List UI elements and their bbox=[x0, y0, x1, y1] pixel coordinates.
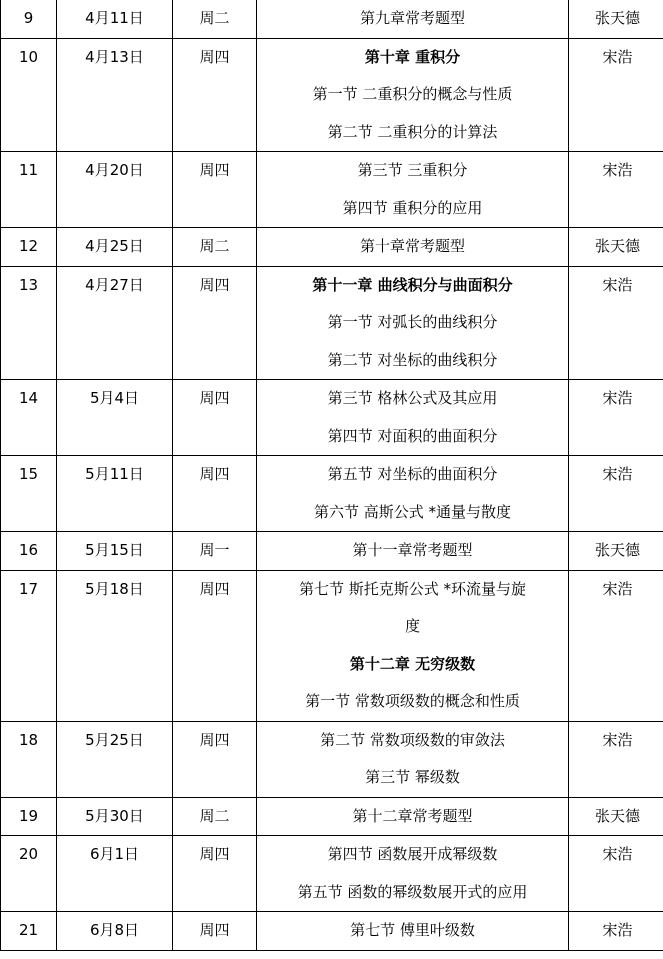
weekday-cell bbox=[173, 152, 257, 228]
table-row bbox=[1, 836, 663, 912]
section-line: 第四节 重积分的应用 bbox=[342, 198, 483, 217]
section-line: 第九章常考题型 bbox=[359, 9, 465, 27]
date-cell bbox=[57, 721, 173, 797]
date-cell bbox=[57, 266, 173, 380]
date-cell-text: 4月25日 bbox=[85, 237, 144, 255]
weekday-cell bbox=[173, 836, 257, 912]
section-line: 第三节 三重积分 bbox=[357, 161, 468, 179]
weekday-cell-text: 周四 bbox=[199, 275, 230, 294]
section-line: 第三节 格林公式及其应用 bbox=[327, 389, 498, 407]
lesson-number-cell bbox=[1, 266, 57, 380]
teacher-cell-text: 宋浩 bbox=[602, 275, 633, 294]
weekday-cell bbox=[173, 570, 257, 721]
lesson-number-cell bbox=[1, 38, 57, 152]
teacher-cell-text: 张天德 bbox=[594, 541, 640, 559]
date-cell bbox=[57, 532, 173, 571]
section-line: 第六节 高斯公式 *通量与散度 bbox=[313, 502, 512, 521]
teacher-cell bbox=[569, 266, 663, 380]
date-cell bbox=[57, 836, 173, 912]
teacher-cell-text: 宋浩 bbox=[602, 161, 633, 179]
weekday-cell-text: 周二 bbox=[199, 806, 230, 825]
date-cell-text: 5月30日 bbox=[85, 806, 144, 825]
teacher-cell bbox=[569, 570, 663, 721]
teacher-cell-text: 宋浩 bbox=[602, 47, 633, 66]
table-row bbox=[1, 266, 663, 380]
date-cell bbox=[57, 912, 173, 951]
weekday-cell bbox=[173, 912, 257, 951]
table-row bbox=[1, 570, 663, 721]
content-cell bbox=[257, 912, 569, 951]
date-cell-text: 5月25日 bbox=[85, 730, 144, 749]
teacher-cell-text: 张天德 bbox=[594, 9, 640, 27]
content-cell bbox=[257, 38, 569, 152]
date-cell-text: 4月20日 bbox=[85, 161, 144, 179]
content-cell bbox=[257, 152, 569, 228]
section-line: 第二节 常数项级数的审敛法 bbox=[320, 730, 505, 749]
weekday-cell-text: 周四 bbox=[199, 845, 230, 863]
lesson-number-cell bbox=[1, 721, 57, 797]
date-cell-text: 6月1日 bbox=[89, 845, 140, 863]
date-cell bbox=[57, 380, 173, 456]
schedule-body bbox=[1, 0, 663, 950]
lesson-number-cell-text: 17 bbox=[18, 579, 39, 598]
date-cell bbox=[57, 152, 173, 228]
table-row bbox=[1, 912, 663, 951]
content-cell bbox=[257, 570, 569, 721]
teacher-cell bbox=[569, 228, 663, 267]
section-line: 第五节 对坐标的曲面积分 bbox=[327, 465, 498, 483]
date-cell bbox=[57, 0, 173, 38]
date-cell-text: 5月15日 bbox=[85, 541, 144, 559]
teacher-cell-text: 宋浩 bbox=[602, 389, 633, 407]
section-line: 第一节 对弧长的曲线积分 bbox=[327, 313, 498, 331]
weekday-cell-text: 周一 bbox=[199, 541, 230, 559]
section-line: 第十一章常考题型 bbox=[352, 541, 473, 559]
table-row bbox=[1, 38, 663, 152]
weekday-cell-text: 周四 bbox=[199, 389, 230, 407]
lesson-number-cell-text: 18 bbox=[18, 730, 39, 749]
lesson-number-cell bbox=[1, 380, 57, 456]
lesson-number-cell-text: 21 bbox=[18, 921, 39, 939]
weekday-cell-text: 周四 bbox=[199, 921, 230, 939]
section-line: 第一节 常数项级数的概念和性质 bbox=[305, 692, 520, 710]
lesson-number-cell bbox=[1, 797, 57, 836]
teacher-cell bbox=[569, 836, 663, 912]
date-cell bbox=[57, 797, 173, 836]
weekday-cell bbox=[173, 456, 257, 532]
content-cell bbox=[257, 456, 569, 532]
lesson-number-cell bbox=[1, 0, 57, 38]
weekday-cell-text: 周四 bbox=[199, 161, 230, 179]
weekday-cell-text: 周二 bbox=[199, 9, 230, 27]
weekday-cell bbox=[173, 266, 257, 380]
section-line: 度 bbox=[404, 617, 420, 635]
weekday-cell bbox=[173, 0, 257, 38]
weekday-cell-text: 周四 bbox=[199, 47, 230, 66]
lesson-number-cell-text: 20 bbox=[18, 845, 39, 863]
teacher-cell bbox=[569, 797, 663, 836]
teacher-cell-text: 张天德 bbox=[594, 237, 640, 255]
weekday-cell-text: 周四 bbox=[199, 465, 230, 483]
teacher-cell bbox=[569, 532, 663, 571]
table-row bbox=[1, 721, 663, 797]
table-row bbox=[1, 0, 663, 38]
weekday-cell bbox=[173, 38, 257, 152]
teacher-cell bbox=[569, 0, 663, 38]
section-line: 第二节 对坐标的曲线积分 bbox=[327, 350, 498, 369]
content-cell bbox=[257, 0, 569, 38]
lesson-number-cell-text: 11 bbox=[18, 161, 39, 179]
date-cell-text: 4月13日 bbox=[85, 47, 144, 66]
section-line: 第五节 函数的幂级数展开式的应用 bbox=[297, 882, 528, 901]
section-line: 第四节 函数展开成幂级数 bbox=[327, 845, 498, 863]
weekday-cell-text: 周四 bbox=[199, 579, 230, 598]
table-row bbox=[1, 228, 663, 267]
lesson-number-cell-text: 12 bbox=[18, 237, 39, 255]
date-cell bbox=[57, 456, 173, 532]
date-cell-text: 5月18日 bbox=[85, 579, 144, 598]
date-cell-text: 5月4日 bbox=[89, 389, 140, 407]
teacher-cell-text: 宋浩 bbox=[602, 921, 633, 939]
content-cell bbox=[257, 380, 569, 456]
table-row bbox=[1, 456, 663, 532]
lesson-number-cell-text: 19 bbox=[18, 806, 39, 825]
lesson-number-cell bbox=[1, 532, 57, 571]
teacher-cell bbox=[569, 456, 663, 532]
lesson-number-cell bbox=[1, 152, 57, 228]
date-cell-text: 4月27日 bbox=[85, 275, 144, 294]
content-cell bbox=[257, 836, 569, 912]
date-cell-text: 4月11日 bbox=[85, 9, 144, 27]
lesson-number-cell-text: 9 bbox=[23, 9, 34, 27]
chapter-title: 第十一章 曲线积分与曲面积分 bbox=[312, 275, 513, 294]
section-line: 第七节 傅里叶级数 bbox=[350, 921, 475, 939]
content-cell bbox=[257, 797, 569, 836]
chapter-title: 第十二章 无穷级数 bbox=[349, 654, 476, 673]
section-line: 第二节 二重积分的计算法 bbox=[327, 122, 498, 141]
lesson-number-cell-text: 15 bbox=[18, 465, 39, 483]
content-cell bbox=[257, 721, 569, 797]
lesson-number-cell-text: 16 bbox=[18, 541, 39, 559]
teacher-cell bbox=[569, 721, 663, 797]
weekday-cell-text: 周四 bbox=[199, 730, 230, 749]
lesson-number-cell bbox=[1, 912, 57, 951]
lesson-number-cell-text: 14 bbox=[18, 389, 39, 407]
teacher-cell bbox=[569, 380, 663, 456]
weekday-cell-text: 周二 bbox=[199, 237, 230, 255]
table-row bbox=[1, 797, 663, 836]
table-row bbox=[1, 532, 663, 571]
weekday-cell bbox=[173, 532, 257, 571]
lesson-number-cell-text: 10 bbox=[18, 47, 39, 66]
section-line: 第四节 对面积的曲面积分 bbox=[327, 426, 498, 445]
chapter-title: 第十章 重积分 bbox=[364, 47, 461, 66]
lesson-number-cell bbox=[1, 228, 57, 267]
date-cell bbox=[57, 570, 173, 721]
teacher-cell bbox=[569, 38, 663, 152]
table-row bbox=[1, 152, 663, 228]
weekday-cell bbox=[173, 797, 257, 836]
lesson-number-cell-text: 13 bbox=[18, 275, 39, 294]
teacher-cell-text: 宋浩 bbox=[602, 465, 633, 483]
weekday-cell bbox=[173, 380, 257, 456]
section-line: 第十二章常考题型 bbox=[352, 806, 473, 825]
section-line: 第一节 二重积分的概念与性质 bbox=[312, 85, 513, 103]
weekday-cell bbox=[173, 228, 257, 267]
lesson-number-cell bbox=[1, 570, 57, 721]
teacher-cell-text: 宋浩 bbox=[602, 845, 633, 863]
teacher-cell bbox=[569, 912, 663, 951]
content-cell bbox=[257, 532, 569, 571]
table-row bbox=[1, 380, 663, 456]
lesson-number-cell bbox=[1, 836, 57, 912]
content-cell bbox=[257, 228, 569, 267]
teacher-cell-text: 张天德 bbox=[594, 806, 640, 825]
section-line: 第十章常考题型 bbox=[359, 237, 465, 255]
teacher-cell bbox=[569, 152, 663, 228]
content-cell bbox=[257, 266, 569, 380]
teacher-cell-text: 宋浩 bbox=[602, 579, 633, 598]
date-cell bbox=[57, 38, 173, 152]
date-cell-text: 5月11日 bbox=[85, 465, 144, 483]
weekday-cell bbox=[173, 721, 257, 797]
section-line: 第三节 幂级数 bbox=[365, 768, 460, 786]
date-cell-text: 6月8日 bbox=[89, 921, 140, 939]
teacher-cell-text: 宋浩 bbox=[602, 730, 633, 749]
lesson-number-cell bbox=[1, 456, 57, 532]
date-cell bbox=[57, 228, 173, 267]
section-line: 第七节 斯托克斯公式 *环流量与旋 bbox=[298, 579, 527, 598]
